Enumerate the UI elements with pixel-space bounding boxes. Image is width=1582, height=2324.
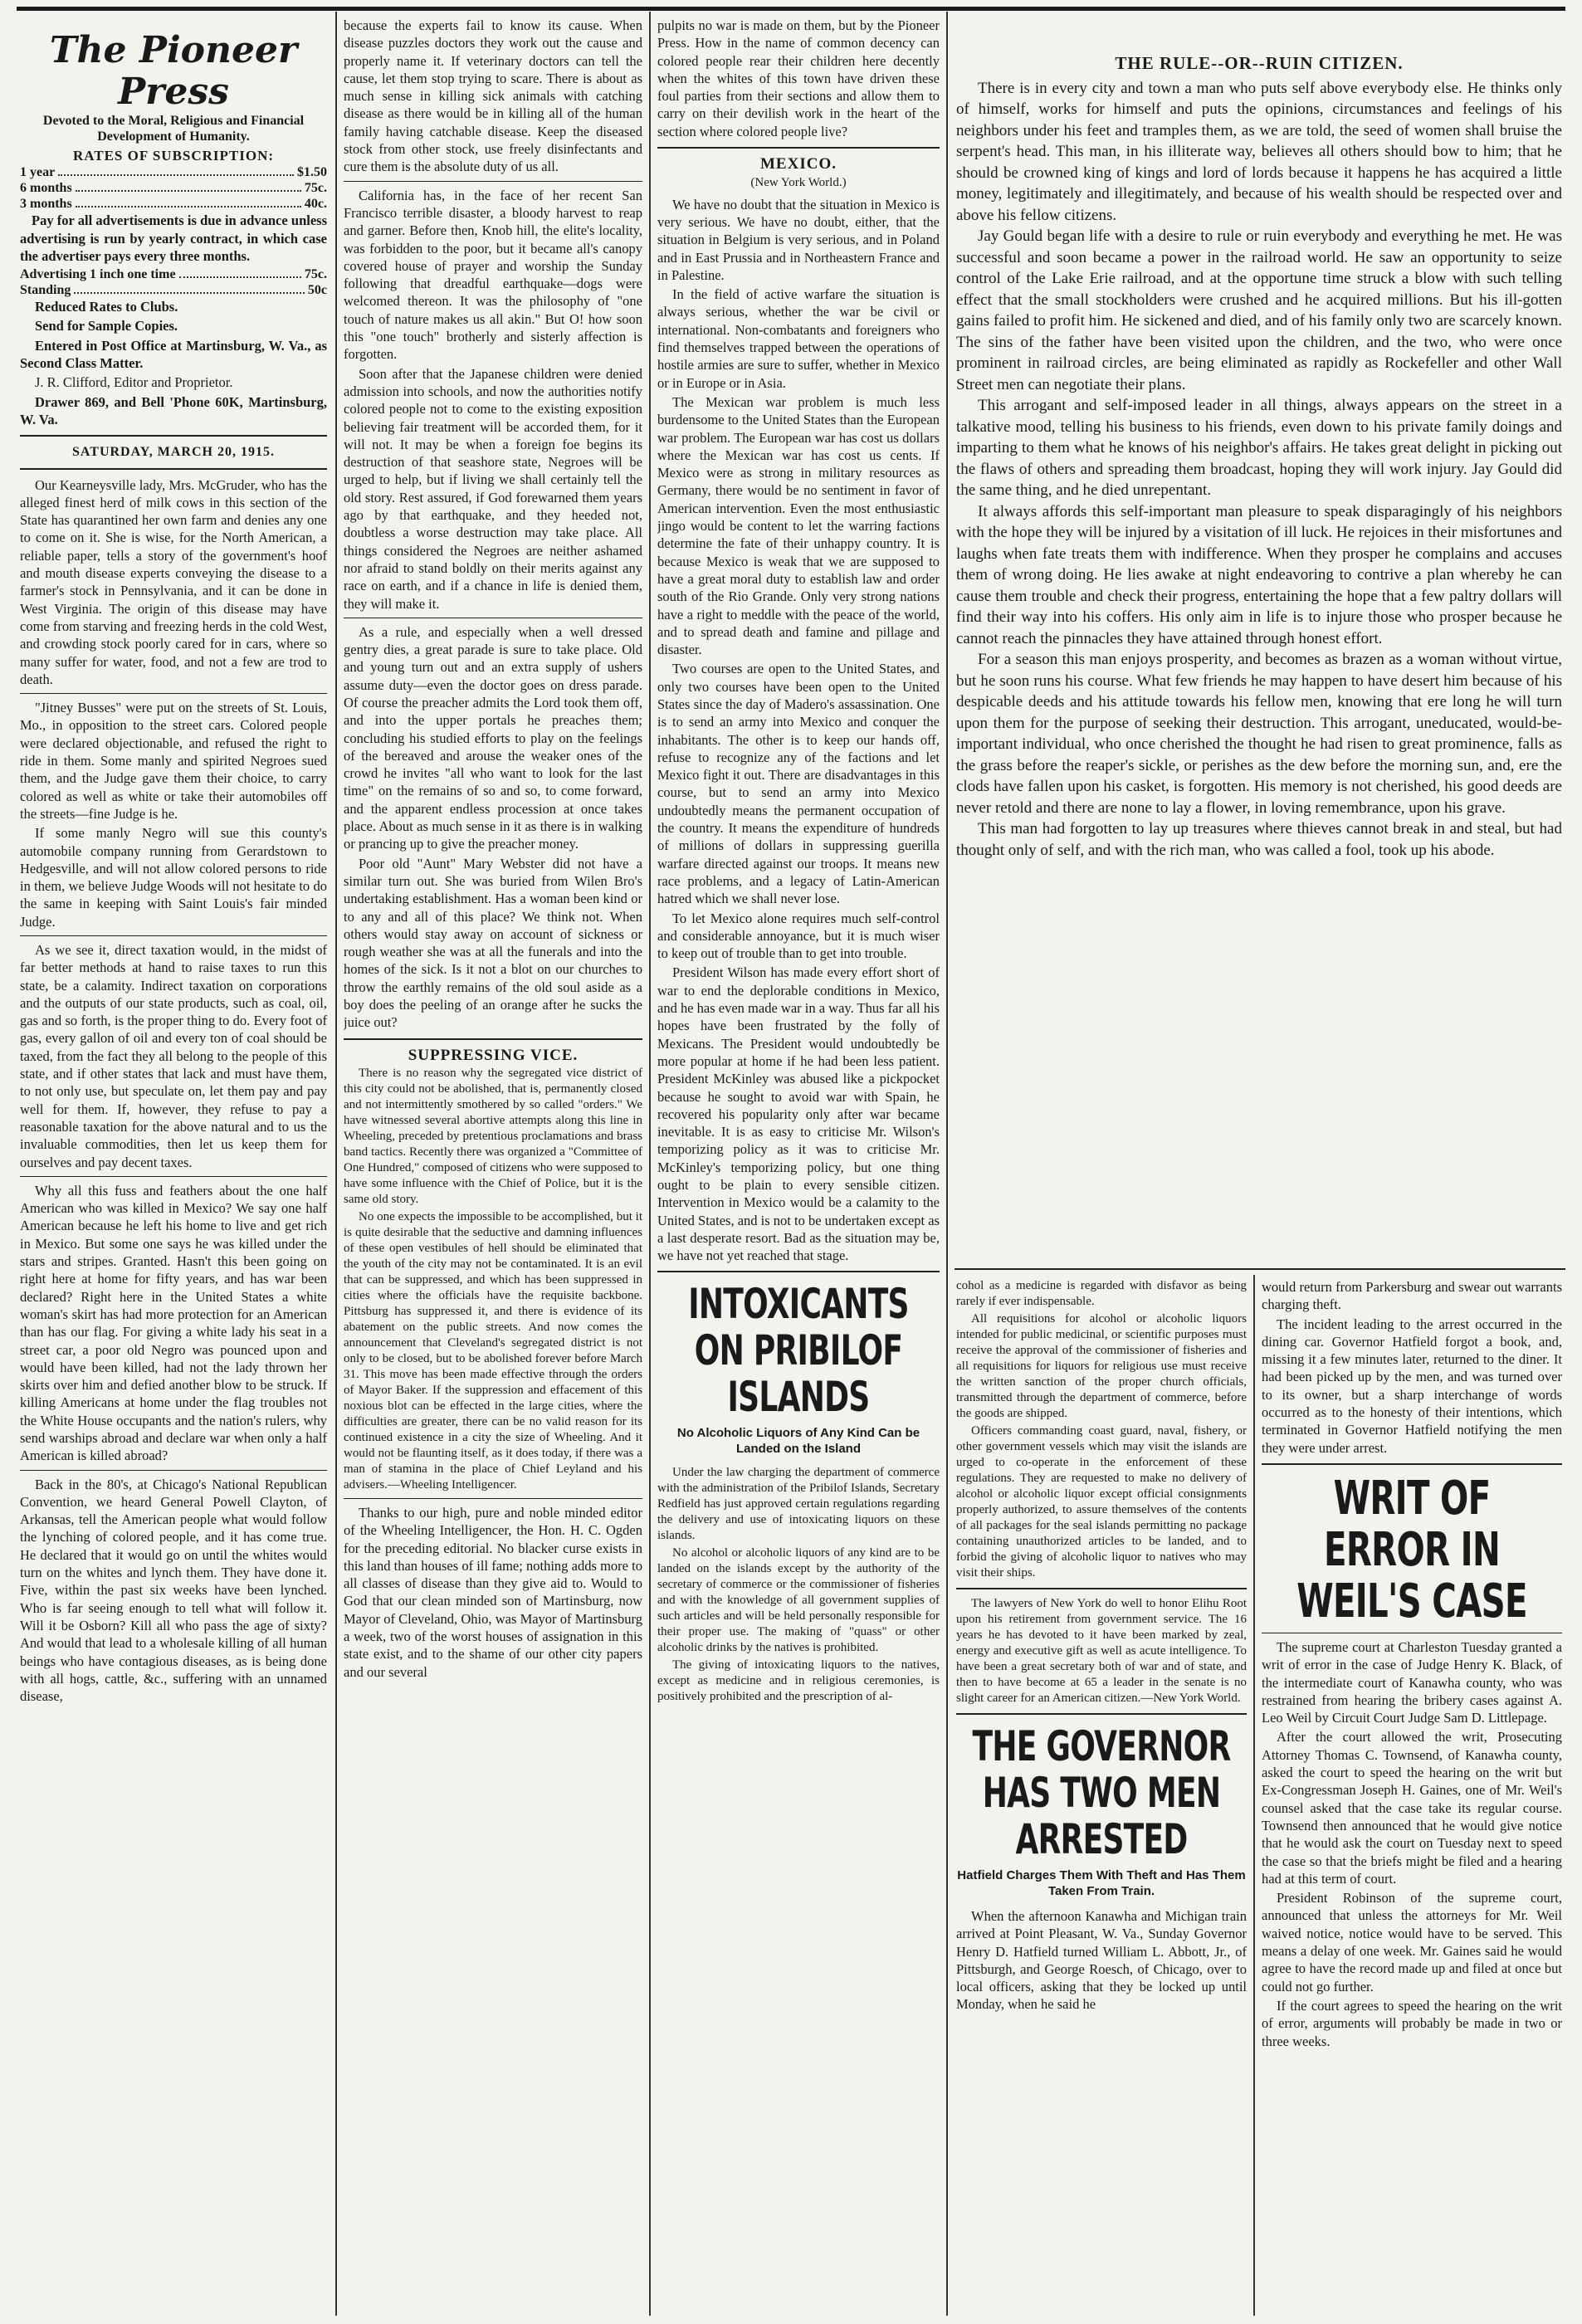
rule-or-ruin-paragraph: This man had forgotten to lay up treasures where thieves cannot break in and steal, but had thought only of self, and with the rich man, who was called a fool, took up his abode. (956, 820, 1562, 859)
governor-paragraph: When the afternoon Kanawha and Michigan train arrived at Point Pleasant, W. Va., Sunday Governor Henry D. Hatfield turned William L. Abbott, Jr., of Pittsburgh, and George Roesch, of Chicago, over to local officers, asking that they be locked up until Monday, when he said he (956, 1908, 1247, 2013)
column-rule (1253, 1275, 1255, 2316)
column-a (20, 25, 327, 2316)
terms-text: Pay for all advertisements is due in advance unless advertising is run by yearly contract, in which case the advertiser pays every three months. (20, 212, 327, 264)
editorial-paragraph: California has, in the face of her recent San Francisco terrible disaster, a bloody harvest to reap and garner. Before then, Knob hill, the elite's locality, was forbidden to the poor, but it became all's canopy covered house of prayer and worship the Sunday following that dreadful earthquake—dogs were welcomed thereon. It was the philosophy of "one touch of nature makes us all akin." But O! how soon this "one touch" brotherly and sisterly affection is forgotten. (344, 187, 642, 363)
pribilof-paragraph: cohol as a medicine is regarded with disfavor as being rarely if ever indispensable. (956, 1279, 1247, 1308)
column-rule (335, 12, 337, 2316)
editorial-paragraph: Back in the 80's, at Chicago's National Republican Convention, we heard General Powell Clayton, of Arkansas, tell the American people what would follow the lynching of colored people, and it has come true. He declared that it would go on until the whites would turn on the whites and lynch them. They have done it. Five, within the past six weeks have been lynched. Who is far seeing enough to tell what will follow it. Will it be Osborn? Kill all who pass the age of sixty? And would that lead to a wholesale killing of all human beings who have contagious diseases, as is being done with all hogs, cattle, &c., suffering with an unnamed disease, (20, 1476, 327, 1705)
root-paragraph: The lawyers of New York do well to honor Elihu Root upon his retirement from government service. The 16 years he has devoted to it have been marked by zeal, energy and executive gift as well as acute intelligence. To have been a great secretary both of war and of state, and then to have become at 65 a leader in the senate is no slight career for an American citizen.—New York World. (956, 1597, 1247, 1705)
editorial-paragraph: Poor old "Aunt" Mary Webster did not have a similar turn out. She was buried from Wilen Bro's undertaking establishment. Has a woman been kind or to any and all of this place? We think not. When others would stay away on account of sickness or rough weather she was at all the funerals and into the homes of the sick. Is it not a blot on our churches to throw the earthly remains of the old soul aside as a boy does the peeling of an orange after he sucks the juice out? (344, 855, 642, 1031)
pribilof-paragraph: Under the law charging the department of commerce with the administration of the Pribilof Islands, Secretary Redfield has just approved certain regulations regarding the delivery and use of intoxicating liquors on these islands. (657, 1466, 940, 1543)
pribilof-deck: No Alcoholic Liquors of Any Kind Can be Landed on the Island (676, 1426, 920, 1457)
section-rule (955, 1268, 1565, 1270)
editorial-paragraph: because the experts fail to know its cause. When disease puzzles doctors they work out the cause and properly name it. If veterinary doctors can tell the cause, let them stop trying to scare. There is about as much sense in killing sick animals with catching disease as there would be in killing all of the human family having catchable disease. Keep the diseased stock from other stock, use freely disinfectants and cure them is the absolute duty of us all. (344, 17, 642, 175)
governor-deck: Hatfield Charges Them With Theft and Has Them Taken From Train. (957, 1868, 1246, 1898)
masthead-line: Entered in Post Office at Martinsburg, W. Va., as Second Class Matter. (20, 337, 327, 372)
column-f (1262, 1278, 1562, 2316)
mexico-paragraph: We have no doubt that the situation in Mexico is very serious. We have no doubt, either, that the situation in Belgium is very serious, and in Poland and in East Prussia and in Northeastern France and in Palestine. (657, 196, 940, 283)
vice-paragraph: There is no reason why the segregated vice district of this city could not be abolished, that is, permanently closed and not intermittently smothered by so called "orders." We have witnessed several abortive attempts along this line in Wheeling, preceded by pretentious proclamations and brass band tactics. Recently there was organized a "Committee of One Hundred," composed of citizens who were supposed to have some influence with the Chief of Police, but it is the same old story. (344, 1066, 642, 1206)
masthead-line: Send for Sample Copies. (35, 318, 178, 334)
vice-paragraph: No one expects the impossible to be accomplished, but it is quite desirable that the seductive and damning influences of these open vestibules of hell should be eliminated that the youth of the city may not be contaminated. It is an evil that can be suppressed, and which has been suppressed in cities where the officials have the requisite backbone. Pittsburg has suppressed it, and there is evidence of its abatement on the public streets. And now comes the announcement that Cleveland's segregated district is not only to be closed, but to be abolished forever before March 31. This move has been made effective through the orders of Mayor Baker. If the suppression and effacement of this noxious blot can be effected in the large cities, where the difficulties are greater, there can be no valid reason for its continued existence in a city the size of Wheeling. And it would not be flaunting itself, as it does today, if there was a man of stamina in the place of Chief Leyland and his advisers.—Wheeling Intelligencer. (344, 1209, 642, 1492)
editorial-paragraph: As a rule, and especially when a well dressed gentry dies, a great parade is sure to take place. Old and young turn out and an extra supply of ushers assume duty—even the doctor goes on dress parade. Of course the preacher admits the Lord took them off, and into the upper portals he preaches them; concluding his studied efforts to play on the feelings of the bereaved and arouse the weaker ones of the crowd he invites "all who want to look for the last time" on the remains of so and so, to come forward, and the apparent endless procession at once takes place. About as much sense in it as there is in walking or prancing up to give the preacher money. (344, 623, 642, 852)
editorial-paragraph: pulpits no war is made on them, but by the Pioneer Press. How in the name of common decency can colored people rear their children here decently when the whites of this town have driven these foul parties from their sections and allow them to carry on their devilish work in the heart of the section where colored people live? (657, 17, 940, 139)
rule-or-ruin-paragraph: Jay Gould began life with a desire to rule or ruin everybody and everything he met. He was successful and soon became a power in the railroad world. He saw an opportunity to seize control of the Lake Erie railroad, and at the opportune time struck a blow with such telling effect that the small stockholders were crushed and he acquired millions. But his ill-gotten gains failed to profit him. He sickened and died, and of his family only two are scarcely known. The sins of the father have been visited upon the children, and the two, who were once prominent in railroad circles, are being eliminated as rapidly as Rockefeller and other Wall Street men can negotiate their plans. (956, 227, 1562, 393)
editorial-paragraph: Thanks to our high, pure and noble minded editor of the Wheeling Intelligencer, the Hon. H. C. Ogden for the preceding editorial. No blacker curse exists in this land than houses of ill fame; nothing adds more to all classes of disease than they give aid to. Would to God that our clean minded son of Martinsburg, now Mayor of Cleveland, Ohio, was Mayor of Martinsburg a week, two of the worst houses of assignation in this state exist, and to the shame of our other city papers and our several (344, 1504, 642, 1680)
ad-row: Standing 50c (20, 283, 327, 298)
rule-or-ruin-heading: THE RULE--OR--RUIN CITIZEN. (1115, 53, 1404, 73)
editorial-paragraph: As we see it, direct taxation would, in the midst of far better methods at hand to raise taxes to run this state, be a calamity. Indirect taxation on corporations and the outputs of our state products, such as coal, oil, gas and so forth, is the proper thing to do. Every foot of gas, every gallon of oil and every ton of coal should be taxed, from the fact they all belong to the people of this state, and if other states that lack and must have them, to not only use, but speculate on, let them pay and pay well for them. If, however, they refuse to pay a reasonable taxation for the above natural and to us the invaluable commodities, then let us keep them for ourselves and pay decent taxes. (20, 941, 327, 1170)
mexico-heading: MEXICO. (760, 155, 837, 173)
column-b (344, 17, 642, 2316)
mexico-paragraph: Two courses are open to the United States, and only two courses have been open to the United States since the day of Madero's assassination. One is to send an army into Mexico and conquer the inhabitants. The other is to keep our hands off, refuse to recognize any of the factions and let Mexico fight it out. There are disadvantages in this course, but to send an army into Mexico undoubtedly means the permanent occupation of the country. It means the expenditure of hundreds of millions of dollars in suppressing guerilla warfare directed against our troops. It means new race problems, and a legacy of Latin-American hatred which we shall never lose. (657, 661, 940, 907)
mexico-paragraph: President Wilson has made every effort short of war to end the deplorable conditions in Mexico, and he has even made war in a way. Thus far all his hopes have been frustrated by the folly of Mexicans. The President would undoubtedly be more popular at home if he had been less patient. President McKinley was abused like a pickpocket because he sought to avoid war with Spain, he recovered his popularity only after war became inevitable. It is as easy to criticise Mr. Wilson's temporizing policy as it was to criticise Mr. McKinley's temporizing policy, but one thing ought to be plain to every sensible citizen. Intervention in Mexico would be a calamity to the United States, and is not to be undertaken except as a last desperate resort. Bad as the situation may be, we have not yet reached that stage. (657, 964, 940, 1264)
masthead-line: J. R. Clifford, Editor and Proprietor. (35, 374, 233, 391)
rule-or-ruin-paragraph: There is in every city and town a man who puts self above everybody else. He thinks only of himself, works for himself and puts the opinions, circumstances and feelings of his neighbors under his feet and tramples them, as we are told, the seed of women shall bruise the serpent's head. This man, in his illiterate way, believes all others should bow to him; that he should be crowned king of kings and lord of lords because it happens he has acquired a little money, legitimately and illegitimately, and because of his wealth should be respected over and above his fellow citizens. (956, 79, 1562, 224)
editorial-paragraph: If some manly Negro will sue this county's automobile company running from Gerardstown to Hedgesville, and will not allow colored persons to ride in them, we believe Judge Woods will not hesitate to do the same in keeping with Saint Louis's fair minded Judge. (20, 825, 327, 930)
dateline: SATURDAY, MARCH 20, 1915. (72, 445, 275, 460)
governor-headline: THE GOVERNOR HAS TWO MEN ARRESTED (972, 1722, 1231, 1863)
vice-heading: SUPPRESSING VICE. (408, 1046, 579, 1064)
rule-or-ruin-paragraph: It always affords this self-important man pleasure to speak disparagingly of his neighbors with the hope they will be injured by a visitation of ill luck. He rejoices in their misfortunes and laughs when fate treats them with indifference. When they prosper he complains and accuses them of wrong doing. He lies awake at night endeavoring to contrive a plan whereby he can cause them trouble and check their progress, entertaining the hope that a few paltry dollars will find their way into his coffers. His only aim in life is to injure those who prosper because he cannot reach the pinnacles they have attained through honest effort. (956, 502, 1562, 647)
column-c (657, 17, 940, 2316)
top-rule (17, 7, 1565, 11)
column-e (956, 1278, 1247, 2316)
weil-paragraph: The supreme court at Charleston Tuesday granted a writ of error in the case of Judge Henry K. Black, of the intermediate court of Kanawha county, who was restrained from hearing the bribery cases against A. Leo Weil by Circuit Court Judge Sam D. Littlepage. (1262, 1638, 1562, 1726)
ad-row: Advertising 1 inch one time 75c. (20, 267, 327, 282)
masthead-title: The Pioneer Press (49, 29, 298, 113)
governor-paragraph: The incident leading to the arrest occurred in the dining car. Governor Hatfield forgot a book, and, missing it a few minutes later, returned to the diner. It had been picked up by the men, and was turned over to its owner, but a sharp interchange of words occurred as to the honesty of their intentions, which terminated in Governor Hatfield notifying the men they were under arrest. (1262, 1316, 1562, 1456)
pribilof-paragraph: All requisitions for alcohol or alcoholic liquors intended for public medicinal, or scientific purposes must receive the approval of the commissioner of fisheries and all requisitions for liquors for religious use must receive the written sanction of the proper church officials, transmitted through the department of commerce, before the goods are shipped. (956, 1312, 1247, 1420)
governor-paragraph: would return from Parkersburg and swear out warrants charging theft. (1262, 1279, 1562, 1313)
editorial-paragraph: "Jitney Busses" were put on the streets of St. Louis, Mo., in opposition to the street cars. Colored people were declared objectionable, and refused the right to ride in them. Some manly and spirited Negroes sued them, and the Judge gave them their choice, to carry colored as well as white or take their automobiles off the streets—fine Judge is he. (20, 700, 327, 822)
masthead-line: Reduced Rates to Clubs. (35, 299, 178, 315)
pribilof-paragraph: Officers commanding coast guard, naval, fishery, or other government vessels which may visit the islands are urged to co-operate in the enforcement of these regulations. They are requested to make no delivery of alcohol or alcoholic liquor except official consignments properly authorized, to assure themselves of the contents of all packages for the seal islands permitting no package containing unauthorized articles to be landed, and to forbid the giving of alcoholic liquor to natives who may visit their ships. (956, 1424, 1247, 1579)
weil-headline: WRIT OF ERROR IN WEIL'S CASE (1296, 1471, 1527, 1628)
column-rule (946, 12, 948, 2316)
weil-paragraph: If the court agrees to speed the hearing on the writ of error, arguments will probably be made in two or three weeks. (1262, 1997, 1562, 2049)
rate-row: 1 year $1.50 (20, 165, 327, 180)
rule-or-ruin-article (956, 51, 1562, 1296)
masthead-subtitle: Devoted to the Moral, Religious and Financial Development of Humanity. (42, 114, 305, 144)
masthead-line: Drawer 869, and Bell 'Phone 60K, Martinsburg, W. Va. (20, 393, 327, 427)
rule-or-ruin-paragraph: This arrogant and self-imposed leader in all things, always appears on the street in a talkative mood, telling his business to his friends, even down to his private family doings and imparting to them what he knows of his neighbor's affairs. He takes great delight in picking out the flaws of others and spreading them broadcast, hoping they will work injury. Jay Gould did the same thing, and he died unrepentant. (956, 397, 1562, 499)
pribilof-paragraph: The giving of intoxicating liquors to the natives, except as medicine and in religious ceremonies, is positively prohibited and the prescription of al- (657, 1658, 940, 1704)
editorial-paragraph: Why all this fuss and feathers about the one half American who was killed in Mexico? We say one half American because he left his home to live and get rich in Mexico. But some one says he was killed under the stars and stripes. Granted. Hasn't this been going on right here at home for fifty years, and has war been declared? Right here in the United States a white woman's skirt has had more protection for an American than has our flag. For giving a white lady his seat in a street car, a poor old Negro was pounced upon and would have been killed, had not the lady thrown her skirts over him and defied another blow to be struck. If killing Americans at home under the flag troubles not the White House occupants and the nation's rulers, why send warships abroad and declare war when only a half American is killed abroad? (20, 1182, 327, 1464)
mexico-paragraph: In the field of active warfare the situation is always serious, whether the war be civil or international. Non-combatants and foreigners who find themselves trapped between the operations of hostile armies are sure to suffer, whether in Mexico or in Europe or in Asia. (657, 286, 940, 391)
pribilof-headline: INTOXICANTS ON PRIBILOF ISLANDS (688, 1280, 909, 1422)
rates-heading: RATES OF SUBSCRIPTION: (72, 148, 275, 164)
mexico-paragraph: The Mexican war problem is much less burdensome to the United States than the European war problem. The European war has cost us dollars where the Mexican war has cost us cents. If Mexico were as strong in military resources as Germany, there would be no sentiment in favor of American intervention. Even the most enthusiastic jingo would be content to let the warring factions determine the fate of their unhappy country. It is because Mexico is weak that we are supposed to have a great moral duty to establish law and order south of the Rio Grande. Only very strong nations have a right to meddle with the peace of the world, and to spread death and famine and pillage and disaster. (657, 393, 940, 658)
rate-row: 6 months 75c. (20, 181, 327, 196)
weil-paragraph: After the court allowed the writ, Prosecuting Attorney Thomas C. Townsend, of Kanawha county, asked the court to speed the hearing on the writ but Ex-Congressman Joseph H. Gaines, one of Mr. Weil's counsel asked that the case take its regular course. Townsend then announced that he would give notice that he would ask the court on Tuesday next to speed the case so that the briefs might be filed and a hearing had at this term of court. (1262, 1729, 1562, 1887)
rate-row: 3 months 40c. (20, 197, 327, 212)
column-rule (649, 12, 651, 2316)
editorial-paragraph: Our Kearneysville lady, Mrs. McGruder, who has the alleged finest herd of milk cows in this section of the State has quarantined her own farm and denies any one to come on it. She is wise, for the North American, a reliable paper, tells a story of the government's hoof and mouth disease experts conveying the disease to a farmer's stock in Pennsylvania, and it can be done in West Virginia. The origin of this disease may have come from starving and freezing herds in the cold West, and crowding stock poorly cared for in cars, where so many suffer for water, food, and not a few are trod to death. (20, 476, 327, 687)
mexico-paragraph: To let Mexico alone requires much self-control and considerable annoyance, but it is much wiser to keep out of trouble than to get into trouble. (657, 910, 940, 962)
pribilof-paragraph: No alcohol or alcoholic liquors of any kind are to be landed on the islands except by the authority of the secretary of commerce or the commissioner of fisheries and with the knowledge of all government supplies of such articles and will be held personally responsible for their proper use. The making of "quass" or other alcoholic drinks by the natives is prohibited. (657, 1546, 940, 1655)
mexico-source: (New York World.) (750, 176, 847, 190)
editorial-paragraph: Soon after that the Japanese children were denied admission into schools, and now the authorities notify colored people not to come to the existing exposition believing fair treatment will be accorded them, for it will not. It may be when a foreign foe begins its destruction of that seashore state, Negroes will be urged to help, but if living we shall certainly tell the old story. Rest assured, if God forewarned them years ago by that earthquake, and they heeded not, doubtless a worse destruction may take place. All things considered the Negroes are neither ashamed nor afraid to stand boldly on their merits against any race on earth, and if a chance in life is denied them, they will make it. (344, 365, 642, 612)
weil-paragraph: President Robinson of the supreme court, announced that unless the attorneys for Mr. Weil waived notice, notice would have to be served. This means a delay of one week. Mr. Gaines said he would agree to have the record made up and filed at once but could not go further. (1262, 1890, 1562, 1994)
rule-or-ruin-paragraph: For a season this man enjoys prosperity, and becomes as brazen as a woman without virtue, but he soon runs his course. What few friends he may happen to have desert him because of his despicable deeds and his attitude towards his fellow men, knowing that ere long he will turn upon them for the purpose of seeking their destruction. This arrogant, uneducated, would-be-important individual, who once cherished the thought he had risen to great prominence, falls as the grass before the reaper's sickle, or perishes as the dew before the morning sun, and, ere the clods have fallen upon his casket, is forgotten. His memory is not cherished, his good deeds are never retold and there are none to lay a flower, in loving remembrance, upon his grave. (956, 651, 1562, 817)
rates-list (20, 164, 327, 212)
